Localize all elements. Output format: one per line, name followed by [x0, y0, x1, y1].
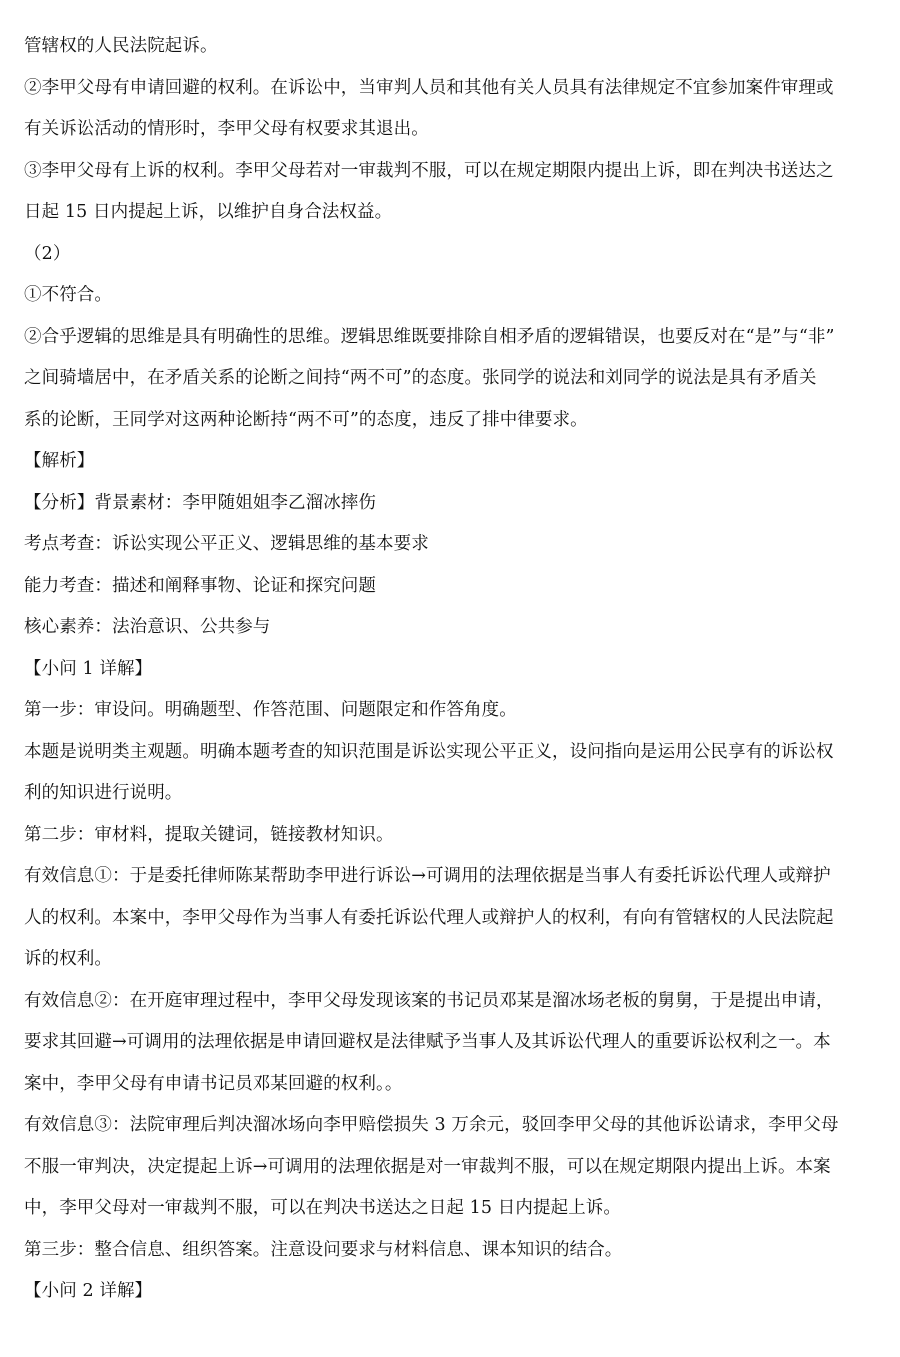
text-line: 【小问 2 详解】: [24, 1281, 153, 1301]
text-line: 有效信息②：在开庭审理过程中，李甲父母发现该案的书记员邓某是溜冰场老板的舅舅，于是提出申请，: [24, 990, 834, 1011]
text-line: 不服一审判决，决定提起上诉→可调用的法理依据是对一审裁判不服，可以在规定期限内提出上诉。本案: [24, 1156, 831, 1177]
text-line: 【分析】背景素材：李甲随姐姐李乙溜冰摔伤: [24, 492, 376, 513]
text-line: ③李甲父母有上诉的权利。李甲父母若对一审裁判不服，可以在规定期限内提出上诉，即在判决书送达之: [24, 160, 834, 181]
text-line: 核心素养：法治意识、公共参与: [24, 617, 271, 637]
text-line: 本题是说明类主观题。明确本题考查的知识范围是诉讼实现公平正义，设问指向是运用公民享有的诉讼权: [24, 741, 834, 762]
paragraph: [24, 524, 884, 566]
text-line: 案中，李甲父母有申请书记员邓某回避的权利。。: [24, 1073, 403, 1094]
text-line: ②李甲父母有申请回避的权利。在诉讼中，当审判人员和其他有关人员具有法律规定不宜参加案件审理或: [24, 77, 834, 98]
paragraph: [24, 234, 884, 276]
text-line: 第一步：审设问。明确题型、作答范围、问题限定和作答角度。: [24, 700, 517, 720]
text-line: 【小问 1 详解】: [24, 658, 153, 679]
paragraph: [24, 732, 884, 815]
text-line: 中，李甲父母对一审裁判不服，可以在判决书送达之日起 15 日内提起上诉。: [24, 1198, 621, 1218]
text-line: 要求其回避→可调用的法理依据是申请回避权是法律赋予当事人及其诉讼代理人的重要诉讼权利之一。本: [24, 1032, 831, 1052]
paragraph: [24, 1230, 884, 1272]
paragraph: [24, 275, 884, 317]
paragraph: [24, 690, 884, 732]
text-line: 日起 15 日内提起上诉，以维护自身合法权益。: [24, 202, 393, 222]
text-line: 能力考查：描述和阐释事物、论证和探究问题: [24, 575, 376, 596]
text-line: 第三步：整合信息、组织答案。注意设问要求与材料信息、课本知识的结合。: [24, 1239, 623, 1260]
paragraph: [24, 607, 884, 649]
text-line: 考点考查：诉讼实现公平正义、逻辑思维的基本要求: [24, 534, 429, 554]
text-line: ②合乎逻辑的思维是具有明确性的思维。逻辑思维既要排除自相矛盾的逻辑错误，也要反对在“是”与“非”: [24, 326, 835, 347]
text-line: 利的知识进行说明。: [24, 783, 183, 803]
paragraph: [24, 483, 884, 525]
text-line: 管辖权的人民法院起诉。: [24, 36, 218, 56]
paragraph: [24, 856, 884, 981]
text-line: 诉的权利。: [24, 949, 112, 969]
text-line: 有效信息①：于是委托律师陈某帮助李甲进行诉讼→可调用的法理依据是当事人有委托诉讼代理人或辩护: [24, 866, 831, 886]
paragraph: [24, 1105, 884, 1230]
paragraph: [24, 441, 884, 483]
text-line: ①不符合。: [24, 285, 112, 305]
paragraph: [24, 566, 884, 608]
text-line: 系的论断，王同学对这两种论断持“两不可”的态度，违反了排中律要求。: [24, 409, 588, 430]
text-line: 有关诉讼活动的情形时，李甲父母有权要求其退出。: [24, 119, 429, 139]
paragraph: [24, 68, 884, 151]
text-line: 之间骑墙居中，在矛盾关系的论断之间持“两不可”的态度。张同学的说法和刘同学的说法是具有矛盾关: [24, 368, 817, 388]
document-page: [24, 26, 884, 1313]
paragraph: [24, 1271, 884, 1313]
paragraph: [24, 649, 884, 691]
text-line: 【解析】: [24, 451, 95, 471]
paragraph: [24, 151, 884, 234]
text-line: 第二步：审材料，提取关键词，链接教材知识。: [24, 824, 394, 845]
text-line: 有效信息③：法院审理后判决溜冰场向李甲赔偿损失 3 万余元，驳回李甲父母的其他诉讼请求，李甲父母: [24, 1115, 839, 1135]
paragraph: [24, 317, 884, 442]
paragraph: [24, 815, 884, 857]
text-line: （2）: [24, 243, 71, 264]
paragraph: [24, 981, 884, 1106]
text-line: 人的权利。本案中，李甲父母作为当事人有委托诉讼代理人或辩护人的权利，有向有管辖权的人民法院起: [24, 907, 834, 928]
paragraph: [24, 26, 884, 68]
